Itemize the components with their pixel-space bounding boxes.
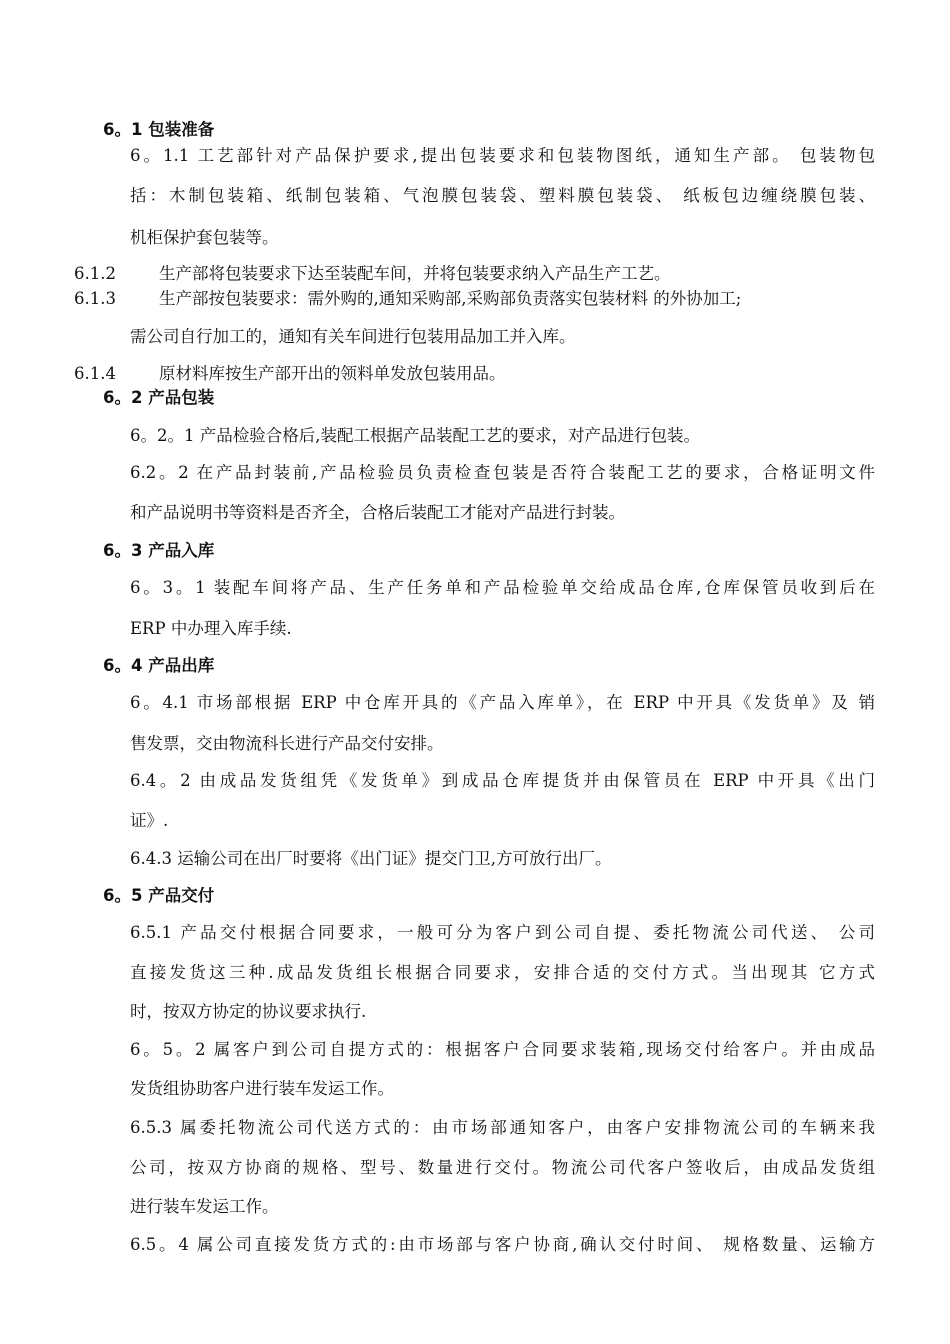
paragraph-6-2-2-line1: 6.2。2 在产品封装前,产品检验员负责检查包装是否符合装配工艺的要求，合格证明文件 — [130, 463, 875, 482]
section-heading-6-1: 6。1 包装准备 — [103, 120, 215, 139]
paragraph-6-3-1-line2: ERP 中办理入库手续. — [130, 619, 292, 638]
paragraph-6-4-3: 6.4.3 运输公司在出厂时要将《出门证》提交门卫,方可放行出厂。 — [130, 849, 612, 868]
paragraph-6-5-2-line1: 6。5。2 属客户到公司自提方式的：根据客户合同要求装箱,现场交付给客户。并由成品 — [130, 1040, 875, 1059]
paragraph-6-1-3-line2: 需公司自行加工的，通知有关车间进行包装用品加工并入库。 — [130, 327, 576, 346]
paragraph-6-1-2-number: 6.1.2 — [74, 264, 116, 283]
paragraph-6-4-2-line2: 证》. — [130, 811, 169, 830]
paragraph-6-5-2-line2: 发货组协助客户进行装车发运工作。 — [130, 1079, 394, 1098]
paragraph-6-5-1-line1: 6.5.1 产品交付根据合同要求，一般可分为客户到公司自提、委托物流公司代送、 公司 — [130, 923, 875, 942]
paragraph-6-4-1-line2: 售发票，交由物流科长进行产品交付安排。 — [130, 734, 444, 753]
section-heading-6-3: 6。3 产品入库 — [103, 541, 215, 560]
paragraph-6-5-1-line2: 直接发货这三种.成品发货组长根据合同要求，安排合适的交付方式。当出现其 它方式 — [130, 963, 875, 982]
paragraph-6-5-3-line1: 6.5.3 属委托物流公司代送方式的：由市场部通知客户，由客户安排物流公司的车辆来我 — [130, 1118, 875, 1137]
section-heading-6-2: 6。2 产品包装 — [103, 388, 215, 407]
paragraph-6-2-1: 6。2。1 产品检验合格后,装配工根据产品装配工艺的要求，对产品进行包装。 — [130, 426, 700, 445]
paragraph-6-5-1-line3: 时，按双方协定的协议要求执行. — [130, 1002, 367, 1021]
paragraph-6-1-4-text: 原材料库按生产部开出的领料单发放包装用品。 — [159, 364, 506, 383]
paragraph-6-5-4-line1: 6.5。4 属公司直接发货方式的:由市场部与客户协商,确认交付时间、 规格数量、运输方 — [130, 1235, 875, 1254]
paragraph-6-3-1-line1: 6。3。1 装配车间将产品、生产任务单和产品检验单交给成品仓库,仓库保管员收到后在 — [130, 578, 875, 597]
paragraph-6-1-3-number: 6.1.3 — [74, 289, 116, 308]
paragraph-6-5-3-line3: 进行装车发运工作。 — [130, 1197, 279, 1216]
paragraph-6-1-3-text: 生产部按包装要求：需外购的,通知采购部,采购部负责落实包装材料 的外协加工; — [159, 289, 742, 308]
section-heading-6-5: 6。5 产品交付 — [103, 886, 215, 905]
paragraph-6-5-3-line2: 公司，按双方协商的规格、型号、数量进行交付。物流公司代客户签收后，由成品发货组 — [130, 1158, 875, 1177]
paragraph-6-1-1-line3: 机柜保护套包装等。 — [130, 228, 279, 247]
paragraph-6-4-1-line1: 6。4.1 市场部根据 ERP 中仓库开具的《产品入库单》，在 ERP 中开具《发货单》及 销 — [130, 693, 875, 712]
paragraph-6-1-4-number: 6.1.4 — [74, 364, 116, 383]
paragraph-6-4-2-line1: 6.4。2 由成品发货组凭《发货单》到成品仓库提货并由保管员在 ERP 中开具《出门 — [130, 771, 875, 790]
paragraph-6-1-1-line1: 6。1.1 工艺部针对产品保护要求,提出包装要求和包装物图纸，通知生产部。 包装物包 — [130, 146, 875, 165]
section-heading-6-4: 6。4 产品出库 — [103, 656, 215, 675]
paragraph-6-2-2-line2: 和产品说明书等资料是否齐全，合格后装配工才能对产品进行封装。 — [130, 503, 625, 522]
paragraph-6-1-2-text: 生产部将包装要求下达至装配车间，并将包装要求纳入产品生产工艺。 — [159, 264, 671, 283]
paragraph-6-1-1-line2: 括：木制包装箱、纸制包装箱、气泡膜包装袋、塑料膜包装袋、 纸板包边缠绕膜包装、 — [130, 186, 875, 205]
